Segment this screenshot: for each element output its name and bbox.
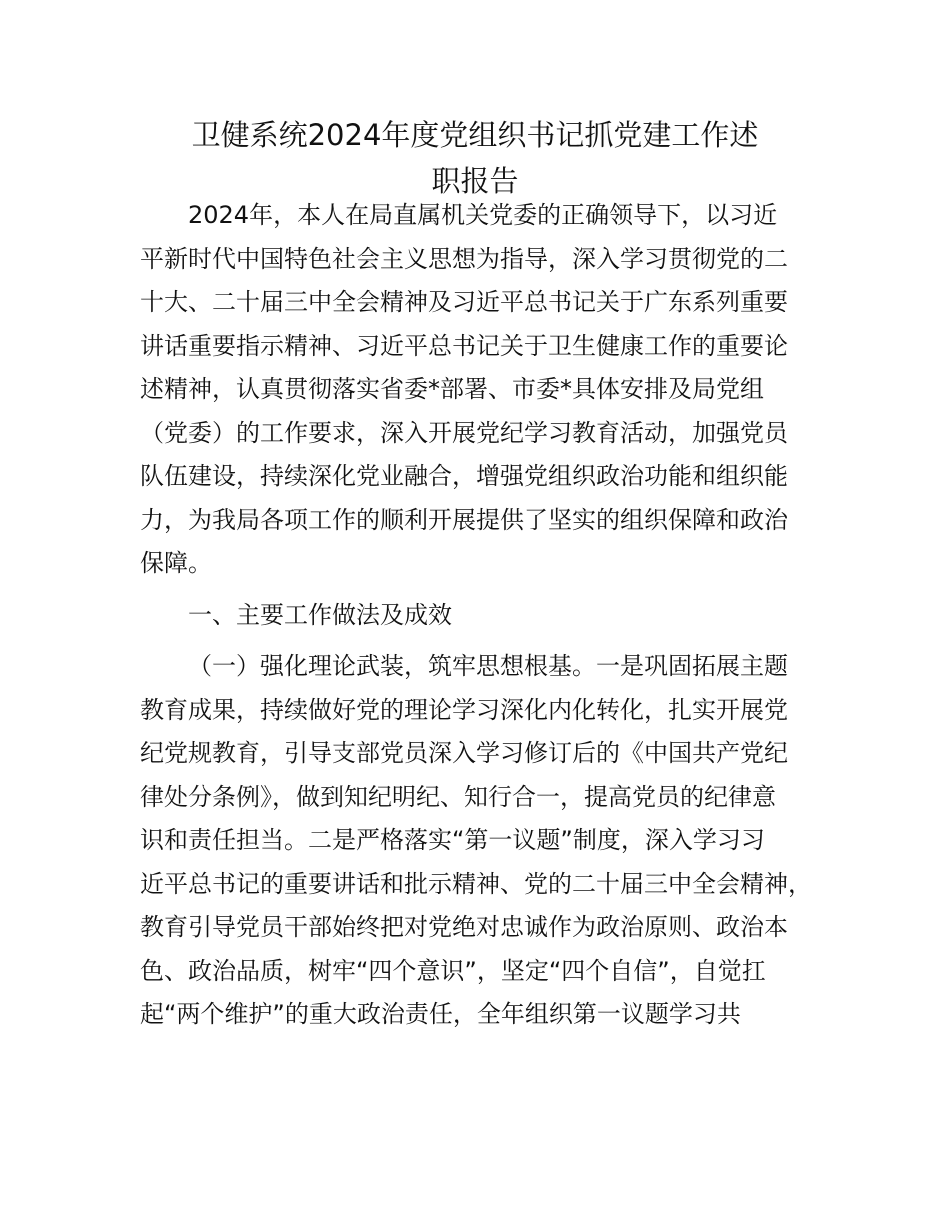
text-line: 队伍建设，持续深化党业融合，增强党组织政治功能和组织能 — [140, 462, 788, 490]
text-line: 律处分条例》，做到知纪明纪、知行合一，提高党员的纪律意 — [140, 782, 776, 811]
text-line: 2024年，本人在局直属机关党委的正确领导下，以习近 — [188, 201, 778, 229]
title-line: 职报告 — [431, 164, 519, 198]
section-heading-text: 一、主要工作做法及成效 — [188, 600, 452, 629]
paragraph-intro — [140, 194, 830, 586]
text-line: （一）强化理论武装，筑牢思想根基。一是巩固拓展主题 — [188, 652, 788, 680]
text-line: 近平总书记的重要讲话和批示精神、党的二十届三中全会精神， — [140, 869, 812, 898]
paragraph-section-1 — [140, 645, 830, 1037]
document-title — [140, 112, 810, 204]
document-body — [140, 194, 830, 1037]
text-line: 十大、二十届三中全会精神及习近平总书记关于广东系列重要 — [140, 288, 788, 316]
text-line: 起“两个维护”的重大政治责任，全年组织第一议题学习共 — [140, 1000, 741, 1028]
title-line: 卫健系统2024年度党组织书记抓党建工作述 — [191, 118, 759, 152]
paragraph-spacer — [140, 586, 830, 594]
text-line: 教育引导党员干部始终把对党绝对忠诚作为政治原则、政治本 — [140, 913, 788, 941]
text-line: 保障。 — [140, 549, 212, 577]
text-line: 教育成果，持续做好党的理论学习深化内化转化，扎实开展党 — [140, 695, 788, 724]
text-line: 色、政治品质，树牢“四个意识”，坚定“四个自信”，自觉扛 — [140, 956, 766, 985]
text-line: 述精神，认真贯彻落实省委*部署、市委*具体安排及局党组 — [140, 375, 764, 403]
text-line: 力，为我局各项工作的顺利开展提供了坚实的组织保障和政治 — [140, 505, 788, 534]
text-line: （党委）的工作要求，深入开展党纪学习教育活动，加强党员 — [140, 418, 788, 447]
text-line: 讲话重要指示精神、习近平总书记关于卫生健康工作的重要论 — [140, 331, 788, 360]
paragraph-spacer — [140, 637, 830, 645]
text-line: 识和责任担当。二是严格落实“第一议题”制度，深入学习习 — [140, 826, 765, 854]
text-line: 纪党规教育，引导支部党员深入学习修订后的《中国共产党纪 — [140, 739, 788, 767]
section-heading — [140, 594, 830, 638]
text-line: 平新时代中国特色社会主义思想为指导，深入学习贯彻党的二 — [140, 244, 788, 273]
